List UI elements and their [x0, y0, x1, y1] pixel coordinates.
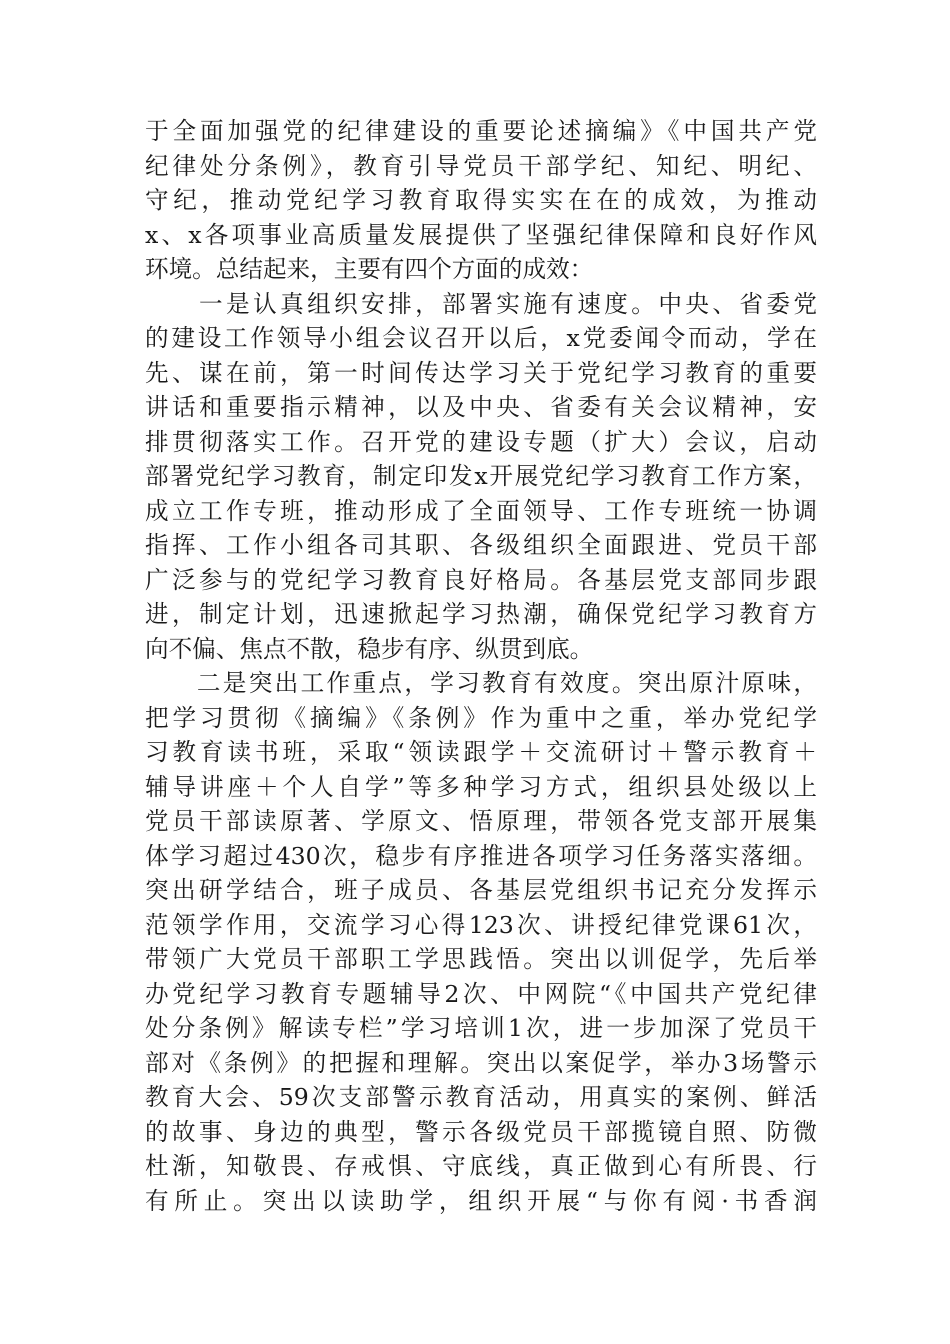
text-line: 讲话和重要指示精神，以及中央、省委有关会议精神，安	[145, 393, 817, 421]
text-line: 成立工作专班，推动形成了全面领导、工作专班统一协调	[145, 496, 817, 525]
text-line: 进，制定计划，迅速掀起学习热潮，确保党纪学习教育方	[145, 600, 817, 628]
text-line: 习教育读书班，采取“领读跟学＋交流研讨＋警示教育＋	[145, 738, 817, 766]
text-line: 的建设工作领导小组会议召开以后，x党委闻令而动，学在	[145, 324, 817, 352]
text-line: 广泛参与的党纪学习教育良好格局。各基层党支部同步跟	[145, 565, 817, 594]
text-line: 突出研学结合，班子成员、各基层党组织书记充分发挥示	[145, 876, 817, 904]
text-line: 守纪，推动党纪学习教育取得实实在在的成效，为推动	[145, 186, 817, 214]
text-line: 于全面加强党的纪律建设的重要论述摘编》《中国共产党	[145, 117, 817, 145]
text-line: 纪律处分条例》，教育引导党员干部学纪、知纪、明纪、	[145, 151, 817, 180]
text-line: 有所止。突出以读助学，组织开展“与你有阅·书香润	[145, 1186, 817, 1215]
text-line: 带领广大党员干部职工学思践悟。突出以训促学，先后举	[145, 945, 817, 973]
text-line: 部对《条例》的把握和理解。突出以案促学，举办3场警示	[145, 1048, 817, 1077]
text-line: 一是认真组织安排，部署实施有速度。中央、省委党	[145, 289, 817, 318]
text-line: 向不偏、焦点不散，稳步有序、纵贯到底。	[145, 634, 594, 663]
text-line: 杜渐，知敬畏、存戒惧、守底线，真正做到心有所畏、行	[145, 1152, 817, 1180]
text-line: 部署党纪学习教育，制定印发x开展党纪学习教育工作方案，	[145, 462, 817, 490]
text-line: 教育大会、59次支部警示教育活动，用真实的案例、鲜活	[145, 1083, 817, 1111]
text-line: 把学习贯彻《摘编》《条例》作为重中之重，举办党纪学	[145, 703, 817, 732]
text-line: 办党纪学习教育专题辅导2次、中网院“《中国共产党纪律	[145, 979, 817, 1008]
text-line: 指挥、工作小组各司其职、各级组织全面跟进、党员干部	[145, 531, 817, 559]
text-line: 二是突出工作重点，学习教育有效度。突出原汁原味，	[145, 669, 817, 697]
text-line: 党员干部读原著、学原文、悟原理，带领各党支部开展集	[145, 807, 817, 835]
text-line: 范领学作用，交流学习心得123次、讲授纪律党课61次，	[145, 910, 817, 939]
text-line: 排贯彻落实工作。召开党的建设专题（扩大）会议，启动	[145, 427, 817, 456]
text-line: x、x各项事业高质量发展提供了坚强纪律保障和良好作风	[145, 220, 817, 249]
text-line: 处分条例》解读专栏”学习培训1次，进一步加深了党员干	[145, 1014, 817, 1042]
document-page	[145, 114, 817, 1218]
text-line: 体学习超过430次，稳步有序推进各项学习任务落实落细。	[145, 841, 817, 870]
text-line: 辅导讲座＋个人自学”等多种学习方式，组织县处级以上	[145, 772, 817, 801]
text-line: 环境。总结起来，主要有四个方面的成效：	[145, 255, 594, 283]
text-line: 先、谋在前，第一时间传达学习关于党纪学习教育的重要	[145, 358, 817, 387]
text-line: 的故事、身边的典型，警示各级党员干部揽镜自照、防微	[145, 1117, 817, 1146]
